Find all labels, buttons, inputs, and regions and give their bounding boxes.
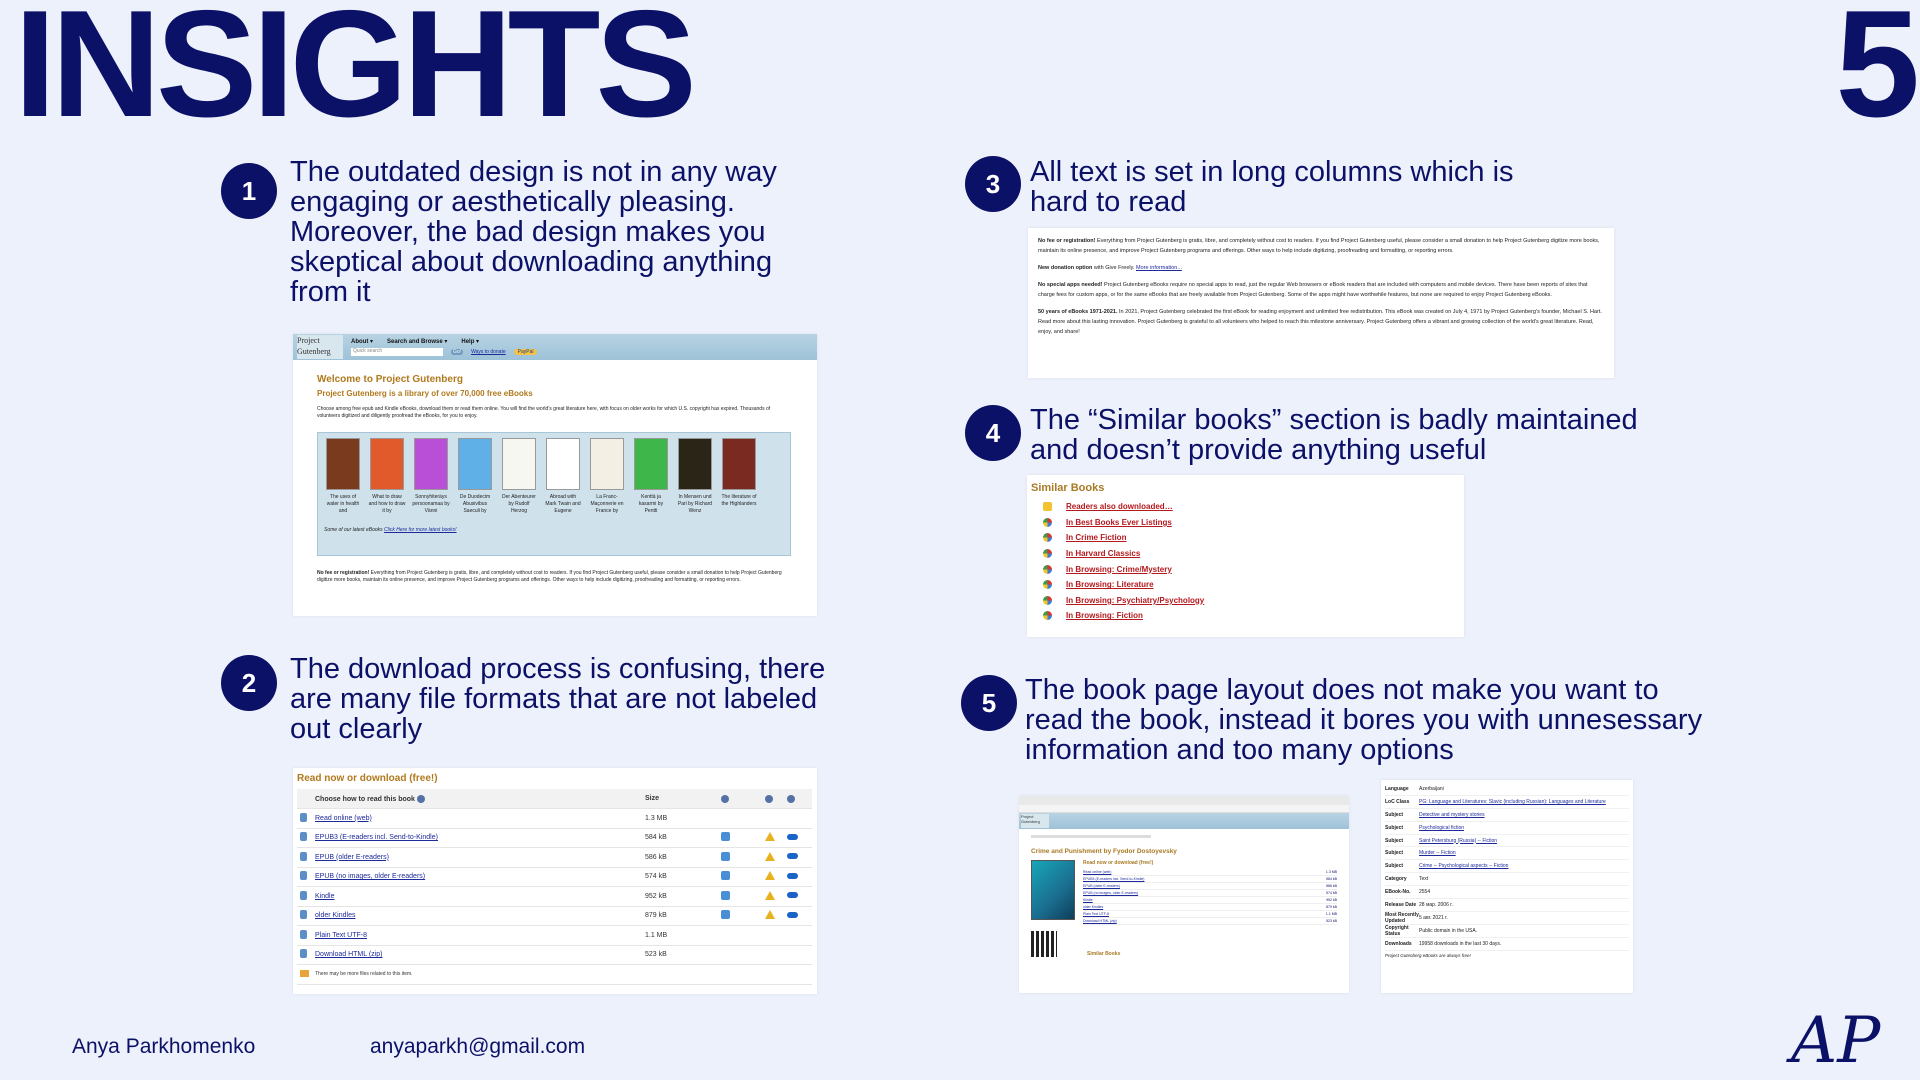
book-cover-caption: What to draw and how to draw it by (368, 494, 406, 514)
metadata-row (1385, 783, 1629, 796)
author-name: Anya Parkhomenko (72, 1035, 256, 1058)
google-drive-icon[interactable] (765, 832, 775, 841)
slide-number: 5 (1835, 0, 1920, 149)
download-row (297, 887, 812, 907)
paypal-button[interactable]: PayPal (514, 349, 538, 355)
mini-download-link[interactable]: Download HTML (zip) (1083, 919, 1117, 923)
download-format-link[interactable]: EPUB (no images, older E-readers) (315, 873, 426, 881)
file-size: 1.3 MB (642, 809, 718, 829)
book-cover[interactable] (588, 438, 626, 515)
download-row (297, 828, 812, 848)
choose-format-label: Choose how to read this book (315, 795, 415, 803)
file-size: 584 kB (642, 828, 718, 848)
long-text-p4: 50 years of eBooks 1971-2021. In 2021, Project Gutenberg celebrated the first eBook for reading enjoyment and unlimited free redistribution. This eBook was created on July 4, 1971 by Project Gutenberg’s founder, Michael S. Hart. Read more about this lasting innovation. Project Gutenberg is grateful to all volunteers who helped to reach this milestone anniversary. Project Gutenberg offers a vibrant and growing collection of the world’s great literature. Read, enjoy, and share! (1038, 309, 1602, 335)
mini-download-row[interactable] (1083, 897, 1337, 904)
book-metadata-screenshot (1381, 780, 1633, 993)
book-title: Crime and Punishment by Fyodor Dostoyevsky (1031, 848, 1177, 855)
metadata-row (1385, 860, 1629, 873)
similar-books-heading: Similar Books (1031, 482, 1105, 494)
gutenberg-fee-note: No fee or registration! Everything from Project Gutenberg is gratis, libre, and completely without cost to readers. If you find Project Gutenberg useful, please consider a small donation to help Project Gutenberg digitize more books, maintain its online presence, and improve Project Gutenberg programs and offerings. Other ways to help include digitizing, proofreading and formatting, or reporting errors. (317, 570, 782, 583)
metadata-value[interactable]: Saint Petersburg (Russia) -- Fiction (1419, 837, 1498, 844)
mini-file-size: 574 kB (1326, 891, 1337, 895)
metadata-key: Subject (1385, 811, 1404, 818)
menu-search-browse[interactable]: Search and Browse ▾ (387, 339, 448, 345)
book-page-screenshot (1019, 796, 1349, 993)
slide-title: INSIGHTS (14, 0, 692, 149)
metadata-value: Azerbaijani (1419, 785, 1444, 792)
similar-books-item[interactable] (1043, 499, 1460, 515)
metadata-value[interactable]: Detective and mystery stories (1419, 811, 1485, 818)
book-cover[interactable] (676, 438, 714, 515)
mini-download-link[interactable]: Kindle (1083, 898, 1093, 902)
download-table-header (297, 789, 812, 809)
menu-about[interactable]: About ▾ (351, 339, 374, 345)
metadata-row (1385, 886, 1629, 899)
metadata-row (1385, 938, 1629, 951)
book-similar-label: Similar Books (1087, 951, 1121, 957)
metadata-value: 28 мар. 2006 г. (1419, 901, 1453, 908)
book-cover-image[interactable] (546, 438, 580, 490)
download-format-link[interactable]: Plain Text UTF-8 (315, 931, 367, 939)
download-format-link[interactable]: older Kindles (315, 912, 356, 920)
google-drive-icon[interactable] (765, 871, 775, 880)
book-cover[interactable] (368, 438, 406, 515)
mini-download-link[interactable]: EPUB (no images, older E-readers) (1083, 891, 1139, 895)
more-files-note: There may be more files related to this item. (312, 965, 812, 985)
mini-download-row[interactable] (1083, 918, 1337, 925)
mini-download-row[interactable] (1083, 869, 1337, 876)
similar-books-link[interactable]: In Browsing: Literature (1066, 580, 1154, 590)
file-icon (300, 813, 307, 822)
onedrive-icon[interactable] (787, 853, 798, 859)
metadata-row (1385, 912, 1629, 925)
file-icon (300, 949, 307, 958)
latest-books-link[interactable]: Click Here for more latest books! (384, 527, 457, 533)
book-cover[interactable] (456, 438, 494, 515)
help-icon (417, 795, 425, 803)
metadata-value: 2554 (1419, 889, 1431, 896)
dropbox-icon[interactable] (721, 852, 730, 861)
similar-books-link[interactable]: In Browsing: Crime/Mystery (1066, 564, 1172, 574)
download-table-screenshot (293, 768, 817, 994)
metadata-value[interactable]: Crime -- Psychological aspects -- Fiction (1419, 863, 1509, 870)
folder-icon (300, 970, 309, 977)
google-drive-icon[interactable] (765, 891, 775, 900)
ap-logo-text: AP (1791, 1004, 1881, 1075)
mini-file-size: 584 kB (1326, 877, 1337, 881)
book-cover[interactable] (632, 438, 670, 515)
file-icon (300, 891, 307, 900)
mini-file-size: 952 kB (1326, 898, 1337, 902)
metadata-row (1385, 835, 1629, 848)
point-3-badge: 3 (965, 156, 1021, 212)
book-cover-caption: Abroad with Mark Twain and Eugene (545, 494, 581, 514)
book-cover-image (1031, 860, 1075, 920)
mini-download-link[interactable]: EPUB (older E-readers) (1083, 884, 1120, 888)
similar-books-item[interactable] (1043, 515, 1460, 531)
download-row (297, 848, 812, 868)
file-size: 1.1 MB (642, 926, 718, 946)
book-cover[interactable] (544, 438, 582, 515)
similar-books-screenshot (1027, 475, 1464, 637)
mini-download-link[interactable]: older Kindles (1083, 905, 1104, 909)
metadata-value[interactable]: Murder -- Fiction (1419, 850, 1456, 857)
mini-file-size: 1.3 MB (1325, 870, 1337, 874)
metadata-row (1385, 809, 1629, 822)
latest-books-label: Some of our latest eBooks (324, 527, 383, 533)
gutenberg-welcome-heading: Welcome to Project Gutenberg (317, 374, 463, 385)
file-size: 574 kB (642, 867, 718, 887)
mini-download-row[interactable] (1083, 883, 1337, 890)
download-row (297, 809, 812, 829)
mini-file-size: 879 kB (1326, 905, 1337, 909)
mini-file-size: 523 kB (1326, 919, 1337, 923)
file-size: 523 kB (642, 945, 718, 965)
long-text-p1: No fee or registration! Everything from Project Gutenberg is gratis, libre, and completely without cost to readers. If you find Project Gutenberg useful, please consider a small donation to help Project Gutenberg digitize more books, maintain its online presence, and improve Project Gutenberg programs and offerings. Other ways to help include digitizing, proofreading and formatting, or reporting errors. (1038, 238, 1600, 254)
metadata-key: Release Date (1385, 901, 1417, 908)
mini-download-link[interactable]: EPUB3 (E-readers incl. Send-to-Kindle) (1083, 877, 1145, 881)
donate-link[interactable]: Ways to donate (471, 349, 506, 355)
file-icon (300, 910, 307, 919)
book-cover[interactable] (720, 438, 758, 515)
lightbulb-icon (1043, 502, 1052, 511)
dropbox-icon[interactable] (721, 832, 730, 841)
metadata-key: EBook-No. (1385, 889, 1411, 896)
book-cover-image[interactable] (458, 438, 492, 490)
metadata-row (1385, 873, 1629, 886)
quick-search-input[interactable]: Quick search (351, 348, 443, 356)
search-go-button[interactable]: Go! (453, 349, 462, 355)
book-cover-caption: The literature of the Highlanders (721, 494, 757, 507)
meta-free-note: Project Gutenberg eBooks are always free! (1385, 952, 1471, 958)
google-drive-icon[interactable] (765, 910, 775, 919)
metadata-key: LoC Class (1385, 798, 1410, 805)
metadata-key: Most Recently Updated (1385, 911, 1419, 924)
book-cover-caption: Kenttä ja kasarmi by Pentti (638, 494, 664, 514)
file-icon (300, 852, 307, 861)
onedrive-help-icon (787, 795, 795, 803)
long-text-p2: New donation option with Give Freely. More information... (1038, 265, 1182, 271)
metadata-value: Text (1419, 876, 1429, 883)
metadata-key: Subject (1385, 863, 1404, 870)
metadata-value[interactable]: PG: Language and Literatures: Slavic (including Russian): Languages and Literature (1419, 798, 1606, 805)
similar-books-link[interactable]: Readers also downloaded… (1066, 502, 1173, 512)
point-4-badge: 4 (965, 405, 1021, 461)
metadata-key: Subject (1385, 837, 1404, 844)
point-5-text: The book page layout does not make you want to read the book, instead it bores you with unnesessary information and too many options (1025, 674, 1703, 766)
onedrive-icon[interactable] (787, 892, 798, 898)
book-cover[interactable] (412, 438, 450, 515)
qr-code-icon (1031, 931, 1057, 957)
metadata-key: Downloads (1385, 940, 1412, 947)
metadata-value[interactable]: Psychological fiction (1419, 824, 1465, 831)
metadata-row (1385, 899, 1629, 912)
book-cover-image[interactable] (590, 438, 624, 490)
download-format-link[interactable]: EPUB3 (E-readers incl. Send-to-Kindle) (315, 834, 438, 842)
similar-books-item[interactable] (1043, 561, 1460, 577)
dropbox-icon[interactable] (721, 871, 730, 880)
long-text-screenshot (1028, 228, 1614, 378)
author-email[interactable]: anyaparkh@gmail.com (370, 1035, 586, 1058)
download-heading: Read now or download (free!) (297, 773, 438, 784)
category-icon (1043, 549, 1052, 558)
book-cover-caption: The uses of water in health and (326, 494, 360, 514)
book-cover-image[interactable] (678, 438, 712, 490)
book-cover-image[interactable] (370, 438, 404, 490)
dropbox-icon[interactable] (721, 910, 730, 919)
gutenberg-logo: Project Gutenberg (297, 335, 343, 359)
onedrive-icon[interactable] (787, 912, 798, 918)
point-1-text: The outdated design is not in any way engaging or aesthetically pleasing. Moreover, the bad design makes you skeptical about downloading anything from it (290, 156, 777, 308)
metadata-row (1385, 925, 1629, 938)
gutenberg-homepage-screenshot (293, 334, 817, 616)
file-icon (300, 871, 307, 880)
metadata-row (1385, 847, 1629, 860)
similar-books-link[interactable]: In Best Books Ever Listings (1066, 517, 1172, 527)
point-5-badge: 5 (961, 675, 1017, 731)
download-row (297, 945, 812, 965)
metadata-key: Category (1385, 876, 1407, 883)
book-cover-caption: Der Abenteurer by Rudolf Herzog (502, 494, 536, 514)
similar-books-item[interactable] (1043, 577, 1460, 593)
mini-download-row[interactable] (1083, 890, 1337, 897)
gutenberg-intro: Choose among free epub and Kindle eBooks, download them or read them online. You will find the world’s great literature here, with focus on older works for which U.S. copyright has expired. Thousands of volunteers digitized and diligently proofread the eBooks, for you to enjoy. (317, 406, 771, 419)
book-read-heading: Read now or download (free!) (1083, 860, 1154, 866)
metadata-value: 19958 downloads in the last 30 days. (1419, 940, 1502, 947)
long-text-p3: No special apps needed! Project Gutenberg eBooks require no special apps to read, just the regular Web browsers or eBook readers that are included with computers and mobile devices. There have been reports of sites that charge fees for custom apps, or for the same eBooks that are freely available from Project Gutenberg. Some of the apps might have worthwhile features, but none are required to enjoy Project Gutenberg eBooks. (1038, 282, 1588, 298)
mini-download-link[interactable]: Plain Text UTF-8 (1083, 912, 1109, 916)
book-cover[interactable] (500, 438, 538, 515)
file-icon (300, 930, 307, 939)
book-cover-caption: In Mensen und Pari by Richard Wenz (677, 494, 713, 514)
gdrive-help-icon (765, 795, 773, 803)
category-icon (1043, 580, 1052, 589)
onedrive-icon[interactable] (787, 873, 798, 879)
gutenberg-navbar (293, 334, 817, 360)
category-icon (1043, 518, 1052, 527)
mini-download-row[interactable] (1083, 911, 1337, 918)
download-row (297, 906, 812, 926)
similar-books-item[interactable] (1043, 546, 1460, 562)
category-icon (1043, 533, 1052, 542)
download-format-link[interactable]: Kindle (315, 892, 335, 900)
similar-books-item[interactable] (1043, 593, 1460, 609)
category-icon (1043, 611, 1052, 620)
book-cover-caption: La Franc-Maçonnerie en France by (590, 494, 624, 514)
similar-books-link[interactable]: In Harvard Classics (1066, 549, 1141, 559)
download-format-link[interactable]: EPUB (older E-readers) (315, 853, 389, 861)
download-table (297, 789, 812, 985)
ap-logo (1785, 1000, 1905, 1075)
file-size: 879 kB (642, 906, 718, 926)
similar-books-link[interactable]: In Crime Fiction (1066, 533, 1127, 543)
metadata-value: 5 авг. 2021 г. (1419, 914, 1448, 921)
book-page-logo: Project Gutenberg (1021, 814, 1049, 828)
download-format-link[interactable]: Download HTML (zip) (315, 951, 383, 959)
mini-download-link[interactable]: Read online (web) (1083, 870, 1112, 874)
similar-books-item[interactable] (1043, 530, 1460, 546)
similar-books-link[interactable]: In Browsing: Fiction (1066, 611, 1143, 621)
mini-file-size: 1.1 MB (1325, 912, 1337, 916)
download-format-link[interactable]: Read online (web) (315, 814, 372, 822)
category-icon (1043, 596, 1052, 605)
point-3-text: All text is set in long columns which is hard to read (1030, 156, 1514, 218)
book-cover-image[interactable] (326, 438, 360, 490)
size-column-header: Size (642, 789, 718, 809)
book-cover-image[interactable] (634, 438, 668, 490)
book-cover[interactable] (324, 438, 362, 515)
metadata-key: Subject (1385, 824, 1404, 831)
mini-download-row[interactable] (1083, 876, 1337, 883)
book-cover-caption: De Duodecim Abusivibus Saeculi by (459, 494, 491, 514)
point-2-badge: 2 (221, 655, 277, 711)
metadata-key: Copyright Status (1385, 924, 1409, 937)
point-2-text: The download process is confusing, there are many file formats that are not labeled out clearly (290, 653, 826, 745)
google-drive-icon[interactable] (765, 852, 775, 861)
more-info-link[interactable]: More information... (1136, 265, 1182, 271)
file-icon (300, 832, 307, 841)
book-cover-image[interactable] (414, 438, 448, 490)
book-cover-image[interactable] (502, 438, 536, 490)
gutenberg-subheading: Project Gutenberg is a library of over 70,000 free eBooks (317, 389, 533, 398)
dropbox-icon[interactable] (721, 891, 730, 900)
file-size: 586 kB (642, 848, 718, 868)
menu-help[interactable]: Help ▾ (461, 339, 480, 345)
metadata-row (1385, 796, 1629, 809)
mini-download-row[interactable] (1083, 904, 1337, 911)
metadata-key: Language (1385, 785, 1409, 792)
download-row (297, 867, 812, 887)
similar-books-item[interactable] (1043, 608, 1460, 624)
mini-file-size: 586 kB (1326, 884, 1337, 888)
dropbox-help-icon (721, 795, 729, 803)
file-size: 952 kB (642, 887, 718, 907)
metadata-value: Public domain in the USA. (1419, 927, 1478, 934)
metadata-key: Subject (1385, 850, 1404, 857)
book-cover-image[interactable] (722, 438, 756, 490)
latest-covers-panel (317, 432, 791, 556)
category-icon (1043, 565, 1052, 574)
point-1-badge: 1 (221, 163, 277, 219)
download-row (297, 926, 812, 946)
similar-books-link[interactable]: In Browsing: Psychiatry/Psychology (1066, 595, 1205, 605)
onedrive-icon[interactable] (787, 834, 798, 840)
point-4-text: The “Similar books” section is badly maintained and doesn’t provide anything useful (1030, 404, 1638, 466)
metadata-row (1385, 822, 1629, 835)
book-cover-caption: Sonnyhiteräys persoonamaa by Vänni (412, 494, 450, 514)
